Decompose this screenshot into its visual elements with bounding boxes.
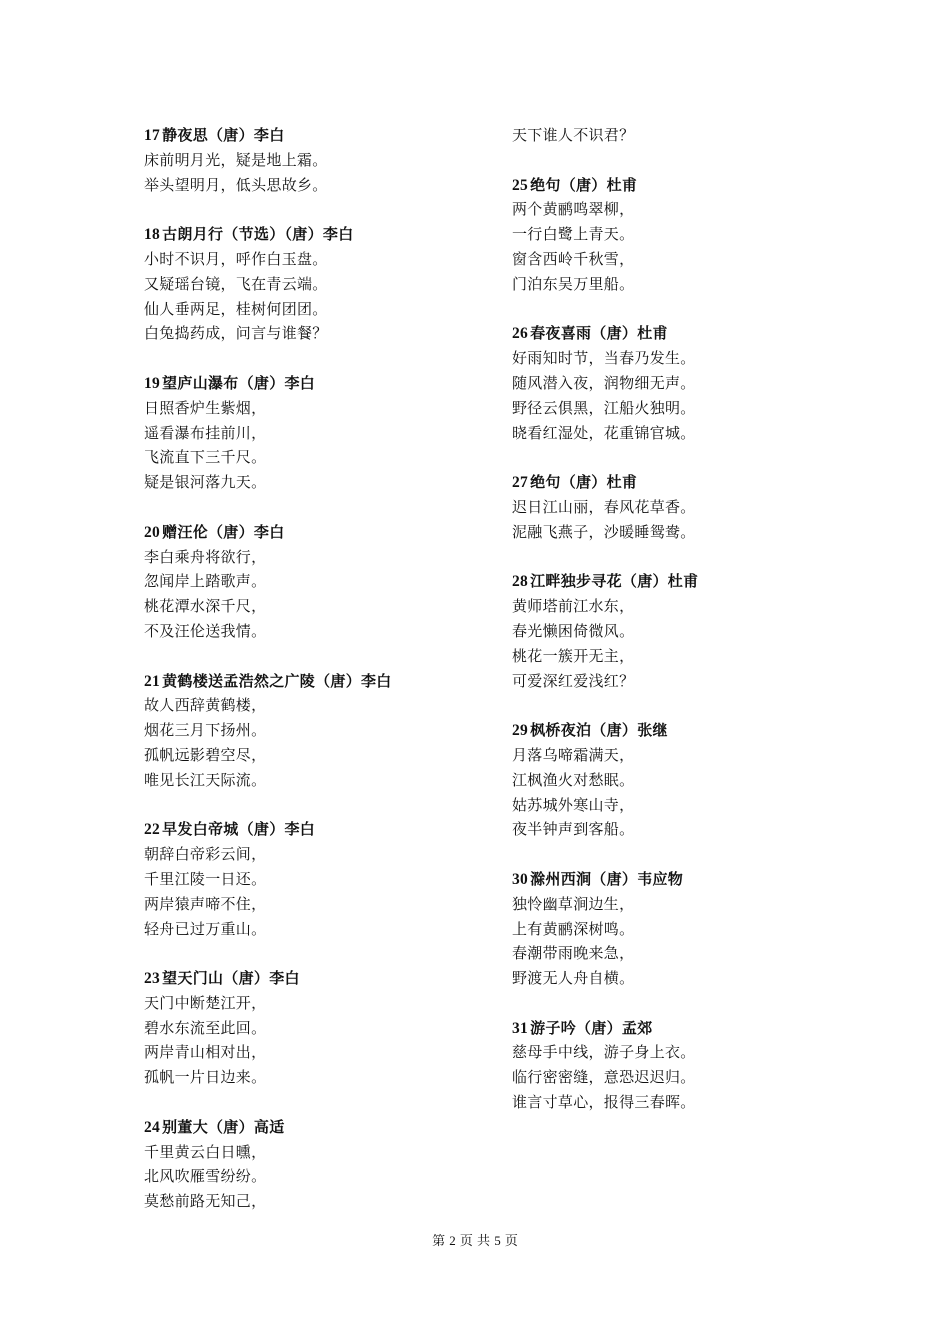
page-footer	[0, 1231, 950, 1252]
poem-line: 野渡无人舟自横。	[512, 969, 635, 988]
poem-line: 独怜幽草涧边生，	[512, 894, 635, 913]
poem-line: 月落乌啼霜满天，	[512, 745, 635, 764]
right-column	[512, 123, 872, 1140]
poem-line: 野径云俱黑，江船火独明。	[512, 398, 696, 417]
poem-line: 泥融飞燕子，沙暖睡鸳鸯。	[512, 522, 696, 541]
poem-line: 门泊东吴万里船。	[512, 274, 635, 293]
poem-block	[512, 173, 872, 297]
poem-title-text: 望庐山瀑布（唐）李白	[162, 373, 316, 392]
poem-line: 碧水东流至此回。	[144, 1018, 267, 1037]
poem-title-text: 枫桥夜泊（唐）张继	[530, 721, 668, 740]
poem-title-text: 江畔独步寻花（唐）杜甫	[530, 572, 699, 591]
poem-line: 烟花三月下扬州。	[144, 721, 267, 740]
poem-number: 26	[512, 325, 529, 343]
poem-line: 举头望明月，低头思故乡。	[144, 175, 328, 194]
poem-line: 天门中断楚江开，	[144, 993, 267, 1012]
poem-line: 李白乘舟将欲行，	[144, 547, 267, 566]
poem-line: 上有黄鹂深树鸣。	[512, 919, 635, 938]
poem-title	[144, 371, 494, 396]
poem-block	[144, 669, 494, 793]
poem-title-text: 滁州西涧（唐）韦应物	[530, 869, 684, 888]
poem-line: 好雨知时节，当春乃发生。	[512, 349, 696, 368]
poem-line: 可爱深红爱浅红？	[512, 671, 635, 690]
poem-block	[144, 520, 494, 644]
footer-suffix: 页	[504, 1234, 518, 1249]
poem-title-text: 别董大（唐）高适	[162, 1117, 285, 1136]
poem-block	[144, 1115, 494, 1214]
poem-line: 床前明月光，疑是地上霜。	[144, 150, 328, 169]
poem-line: 姑苏城外寒山寺，	[512, 795, 635, 814]
poem-line: 两岸青山相对出，	[144, 1043, 267, 1062]
poem-line: 桃花一簇开无主，	[512, 646, 635, 665]
poem-line: 一行白鹭上青天。	[512, 225, 635, 244]
left-column	[144, 123, 494, 1239]
footer-prefix: 第	[432, 1234, 446, 1249]
poem-line: 千里黄云白日曛，	[144, 1142, 267, 1161]
poem-number: 29	[512, 722, 529, 740]
poem-title	[512, 470, 872, 495]
poem-line: 迟日江山丽，春风花草香。	[512, 497, 696, 516]
poem-line: 莫愁前路无知己，	[144, 1192, 267, 1211]
poem-block	[144, 817, 494, 941]
poem-title	[512, 173, 872, 198]
poem-title-text: 古朗月行（节选）（唐）李白	[162, 225, 354, 244]
poem-block	[512, 123, 872, 148]
poem-line: 随风潜入夜，润物细无声。	[512, 373, 696, 392]
poem-number: 22	[144, 821, 161, 839]
poem-block	[512, 1016, 872, 1115]
poem-title	[144, 817, 494, 842]
poem-title-text: 游子吟（唐）孟郊	[530, 1018, 653, 1037]
poem-line: 忽闻岸上踏歌声。	[144, 572, 267, 591]
poem-line: 孤帆远影碧空尽，	[144, 745, 267, 764]
poem-title	[512, 718, 872, 743]
poem-line: 日照香炉生紫烟，	[144, 398, 267, 417]
poem-line: 桃花潭水深千尺，	[144, 597, 267, 616]
poem-block	[144, 966, 494, 1090]
poem-line: 谁言寸草心，报得三春晖。	[512, 1093, 696, 1112]
poem-number: 20	[144, 523, 161, 541]
poem-number: 17	[144, 127, 161, 144]
poem-number: 18	[144, 226, 161, 244]
poem-line: 春潮带雨晚来急，	[512, 944, 635, 963]
poem-line: 唯见长江天际流。	[144, 770, 267, 789]
poem-line: 夜半钟声到客船。	[512, 820, 635, 839]
poem-number: 28	[512, 573, 529, 591]
poem-title	[144, 520, 494, 545]
poem-line: 故人西辞黄鹤楼，	[144, 696, 267, 715]
poem-title-text: 黄鹤楼送孟浩然之广陵（唐）李白	[162, 671, 392, 690]
poem-title-text: 春夜喜雨（唐）杜甫	[530, 324, 668, 343]
poem-line: 小时不识月，呼作白玉盘。	[144, 249, 328, 268]
poem-line: 仙人垂两足，桂树何团团。	[144, 299, 328, 318]
poem-block	[144, 123, 494, 197]
poem-title-text: 赠汪伦（唐）李白	[162, 522, 285, 541]
poem-title-text: 早发白帝城（唐）李白	[162, 820, 316, 839]
poem-block	[512, 569, 872, 693]
poem-title-text: 绝句（唐）杜甫	[530, 473, 638, 492]
poem-line: 临行密密缝，意恐迟迟归。	[512, 1068, 696, 1087]
poem-block	[512, 867, 872, 991]
footer-total-pages: 5	[494, 1233, 501, 1248]
poem-number: 31	[512, 1019, 529, 1037]
poem-line: 两岸猿声啼不住，	[144, 894, 267, 913]
poem-title	[144, 123, 494, 148]
poem-line: 天下谁人不识君？	[512, 126, 635, 144]
poem-line: 千里江陵一日还。	[144, 869, 267, 888]
poem-line: 窗含西岭千秋雪，	[512, 249, 635, 268]
footer-page-number: 2	[449, 1233, 456, 1248]
poem-title-text: 绝句（唐）杜甫	[530, 175, 638, 194]
poem-line: 不及汪伦送我情。	[144, 621, 267, 640]
poem-number: 23	[144, 970, 161, 988]
poem-line: 江枫渔火对愁眠。	[512, 770, 635, 789]
poem-block	[512, 718, 872, 842]
footer-middle: 页 共	[459, 1234, 491, 1249]
poem-line: 白兔捣药成，问言与谁餐？	[144, 324, 328, 343]
poem-number: 21	[144, 672, 161, 690]
poem-block	[512, 321, 872, 445]
poem-line: 黄师塔前江水东，	[512, 597, 635, 616]
poem-block	[144, 371, 494, 495]
poem-line: 春光懒困倚微风。	[512, 621, 635, 640]
poem-line: 慈母手中线，游子身上衣。	[512, 1043, 696, 1062]
poem-line: 遥看瀑布挂前川，	[144, 423, 267, 442]
poem-line: 晓看红湿处，花重锦官城。	[512, 423, 696, 442]
poem-title-text: 静夜思（唐）李白	[162, 126, 285, 144]
poem-number: 25	[512, 176, 529, 194]
poem-title-text: 望天门山（唐）李白	[162, 969, 300, 988]
poem-line: 北风吹雁雪纷纷。	[144, 1167, 267, 1186]
poem-title	[512, 867, 872, 892]
poem-line: 疑是银河落九天。	[144, 473, 267, 492]
poem-title	[144, 222, 494, 247]
poem-title	[144, 966, 494, 991]
poem-title	[144, 1115, 494, 1140]
poem-line: 两个黄鹂鸣翠柳，	[512, 200, 635, 219]
poem-title	[512, 1016, 872, 1041]
poem-line: 轻舟已过万重山。	[144, 919, 267, 938]
poem-number: 19	[144, 374, 161, 392]
poem-block	[512, 470, 872, 544]
poem-block	[144, 222, 494, 346]
poem-title	[512, 321, 872, 346]
poem-number: 27	[512, 474, 529, 492]
poem-line: 又疑瑶台镜，飞在青云端。	[144, 274, 328, 293]
poem-line: 朝辞白帝彩云间，	[144, 845, 267, 864]
poem-title	[144, 669, 494, 694]
poem-line: 孤帆一片日边来。	[144, 1068, 267, 1087]
poem-number: 30	[512, 870, 529, 888]
poem-title	[512, 569, 872, 594]
poem-line: 飞流直下三千尺。	[144, 448, 267, 467]
poem-number: 24	[144, 1118, 161, 1136]
